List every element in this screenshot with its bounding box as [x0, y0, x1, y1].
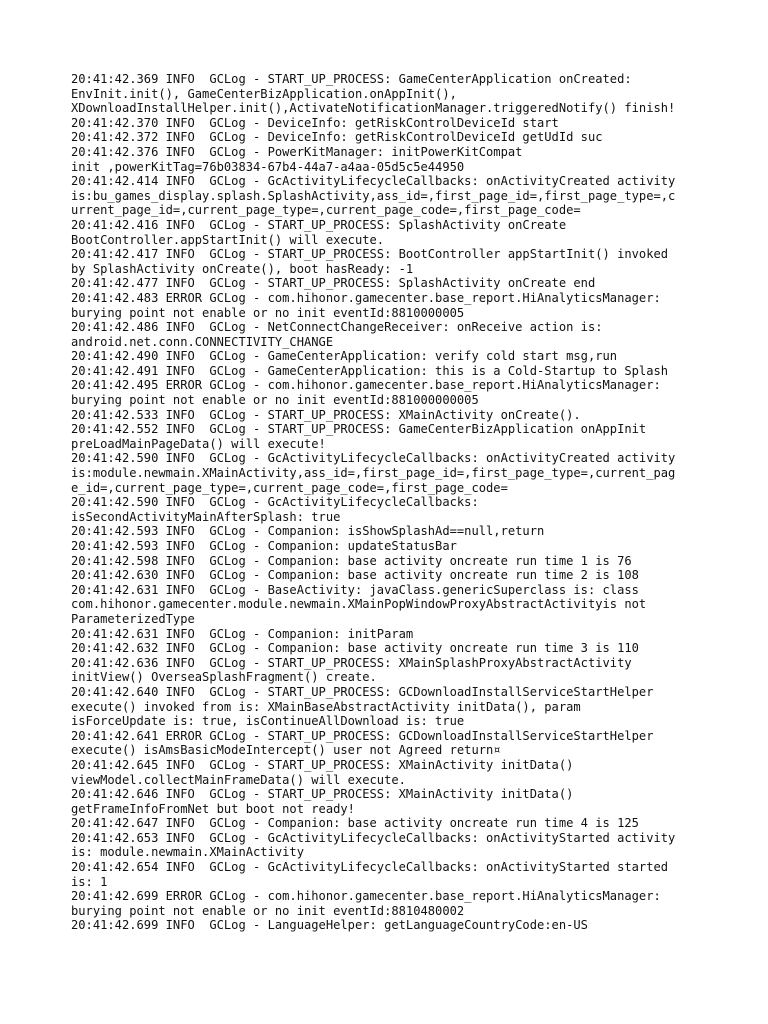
log-line: init ,powerKitTag=76b03834-67b4-44a7-a4aa-05d5c5e44950 — [71, 159, 465, 174]
log-line: 20:41:42.590 INFO GCLog - GcActivityLifecycleCallbacks: — [71, 495, 479, 510]
log-line: 20:41:42.646 INFO GCLog - START_UP_PROCESS: XMainActivity initData() — [71, 787, 574, 802]
log-line: burying point not enable or no init eventId:8810480002 — [71, 903, 465, 918]
log-line: isForceUpdate is: true, isContinueAllDownload is: true — [71, 714, 465, 729]
log-line: 20:41:42.483 ERROR GCLog - com.hihonor.gamecenter.base_report.HiAnalyticsManager: — [71, 290, 661, 305]
log-line: 20:41:42.640 INFO GCLog - START_UP_PROCESS: GCDownloadInstallServiceStartHelper — [71, 684, 654, 699]
log-line: by SplashActivity onCreate(), boot hasReady: -1 — [71, 261, 414, 276]
log-line: execute() invoked from is: XMainBaseAbstractActivity initData(), param — [71, 699, 581, 714]
log-line: 20:41:42.533 INFO GCLog - START_UP_PROCESS: XMainActivity onCreate(). — [71, 407, 581, 422]
log-line: 20:41:42.598 INFO GCLog - Companion: base activity oncreate run time 1 is 76 — [71, 553, 632, 568]
log-line: viewModel.collectMainFrameData() will execute. — [71, 772, 406, 787]
log-line: android.net.conn.CONNECTIVITY_CHANGE — [71, 334, 334, 349]
log-line: 20:41:42.632 INFO GCLog - Companion: base activity oncreate run time 3 is 110 — [71, 641, 639, 656]
log-line: 20:41:42.593 INFO GCLog - Companion: isShowSplashAd==null,return — [71, 524, 545, 539]
log-line: 20:41:42.653 INFO GCLog - GcActivityLifecycleCallbacks: onActivityStarted activity — [71, 830, 676, 845]
log-line: 20:41:42.647 INFO GCLog - Companion: base activity oncreate run time 4 is 125 — [71, 816, 639, 831]
log-line: 20:41:42.376 INFO GCLog - PowerKitManager: initPowerKitCompat — [71, 144, 523, 159]
log-line: 20:41:42.416 INFO GCLog - START_UP_PROCESS: SplashActivity onCreate — [71, 217, 567, 232]
log-line: is:module.newmain.XMainActivity,ass_id=,first_page_id=,first_page_type=,current_pag — [71, 466, 676, 481]
log-line: 20:41:42.590 INFO GCLog - GcActivityLifecycleCallbacks: onActivityCreated activity — [71, 451, 676, 466]
log-line: preLoadMainPageData() will execute! — [71, 436, 326, 451]
log-line: 20:41:42.495 ERROR GCLog - com.hihonor.gamecenter.base_report.HiAnalyticsManager: — [71, 378, 661, 393]
log-line: 20:41:42.414 INFO GCLog - GcActivityLifecycleCallbacks: onActivityCreated activity — [71, 174, 676, 189]
log-line: 20:41:42.636 INFO GCLog - START_UP_PROCESS: XMainSplashProxyAbstractActivity — [71, 655, 632, 670]
log-line: 20:41:42.631 INFO GCLog - Companion: initParam — [71, 626, 414, 641]
log-line: 20:41:42.699 ERROR GCLog - com.hihonor.gamecenter.base_report.HiAnalyticsManager: — [71, 889, 661, 904]
log-line: EnvInit.init(), GameCenterBizApplication.onAppInit(), — [71, 86, 457, 101]
log-line: e_id=,current_page_type=,current_page_code=,first_page_code= — [71, 480, 508, 495]
log-line: is: module.newmain.XMainActivity — [71, 845, 304, 860]
log-text-block — [71, 72, 701, 933]
log-line: 20:41:42.641 ERROR GCLog - START_UP_PROCESS: GCDownloadInstallServiceStartHelper — [71, 728, 654, 743]
log-line: urrent_page_id=,current_page_type=,current_page_code=,first_page_code= — [71, 203, 581, 218]
log-line: XDownloadInstallHelper.init(),ActivateNotificationManager.triggeredNotify() finish! — [71, 101, 676, 116]
log-line: is:bu_games_display.splash.SplashActivity,ass_id=,first_page_id=,first_page_type=,c — [71, 188, 676, 203]
log-line: 20:41:42.552 INFO GCLog - START_UP_PROCESS: GameCenterBizApplication onAppInit — [71, 422, 647, 437]
log-line: 20:41:42.645 INFO GCLog - START_UP_PROCESS: XMainActivity initData() — [71, 757, 574, 772]
log-line: 20:41:42.372 INFO GCLog - DeviceInfo: getRiskControlDeviceId getUdId suc — [71, 130, 603, 145]
log-line: com.hihonor.gamecenter.module.newmain.XMainPopWindowProxyAbstractActivityis not — [71, 597, 647, 612]
log-line: 20:41:42.490 INFO GCLog - GameCenterApplication: verify cold start msg,run — [71, 349, 618, 364]
log-line: initView() OverseaSplashFragment() create. — [71, 670, 377, 685]
log-line: execute() isAmsBasicModeIntercept() user not Agreed return¤ — [71, 743, 501, 758]
log-line: ParameterizedType — [71, 611, 195, 626]
log-line: 20:41:42.699 INFO GCLog - LanguageHelper: getLanguageCountryCode:en-US — [71, 918, 588, 933]
log-line: 20:41:42.417 INFO GCLog - START_UP_PROCESS: BootController appStartInit() invoked — [71, 247, 669, 262]
log-line: isSecondActivityMainAfterSplash: true — [71, 509, 341, 524]
log-line: BootController.appStartInit() will execute. — [71, 232, 385, 247]
log-line: 20:41:42.477 INFO GCLog - START_UP_PROCESS: SplashActivity onCreate end — [71, 276, 596, 291]
log-line: 20:41:42.631 INFO GCLog - BaseActivity: javaClass.genericSuperclass is: class — [71, 582, 639, 597]
log-line: burying point not enable or no init eventId:881000000005 — [71, 393, 479, 408]
log-line: 20:41:42.654 INFO GCLog - GcActivityLifecycleCallbacks: onActivityStarted started — [71, 860, 669, 875]
log-line: 20:41:42.593 INFO GCLog - Companion: updateStatusBar — [71, 539, 457, 553]
log-line: getFrameInfoFromNet but boot not ready! — [71, 801, 355, 816]
log-line: 20:41:42.369 INFO GCLog - START_UP_PROCESS: GameCenterApplication onCreated: — [71, 72, 632, 86]
log-line: 20:41:42.370 INFO GCLog - DeviceInfo: getRiskControlDeviceId start — [71, 115, 559, 130]
log-line: 20:41:42.630 INFO GCLog - Companion: base activity oncreate run time 2 is 108 — [71, 568, 639, 583]
log-line: burying point not enable or no init eventId:8810000005 — [71, 305, 465, 320]
log-line: 20:41:42.491 INFO GCLog - GameCenterApplication: this is a Cold-Startup to Splash — [71, 363, 669, 378]
log-line: 20:41:42.486 INFO GCLog - NetConnectChangeReceiver: onReceive action is: — [71, 320, 603, 335]
log-line: is: 1 — [71, 874, 108, 889]
